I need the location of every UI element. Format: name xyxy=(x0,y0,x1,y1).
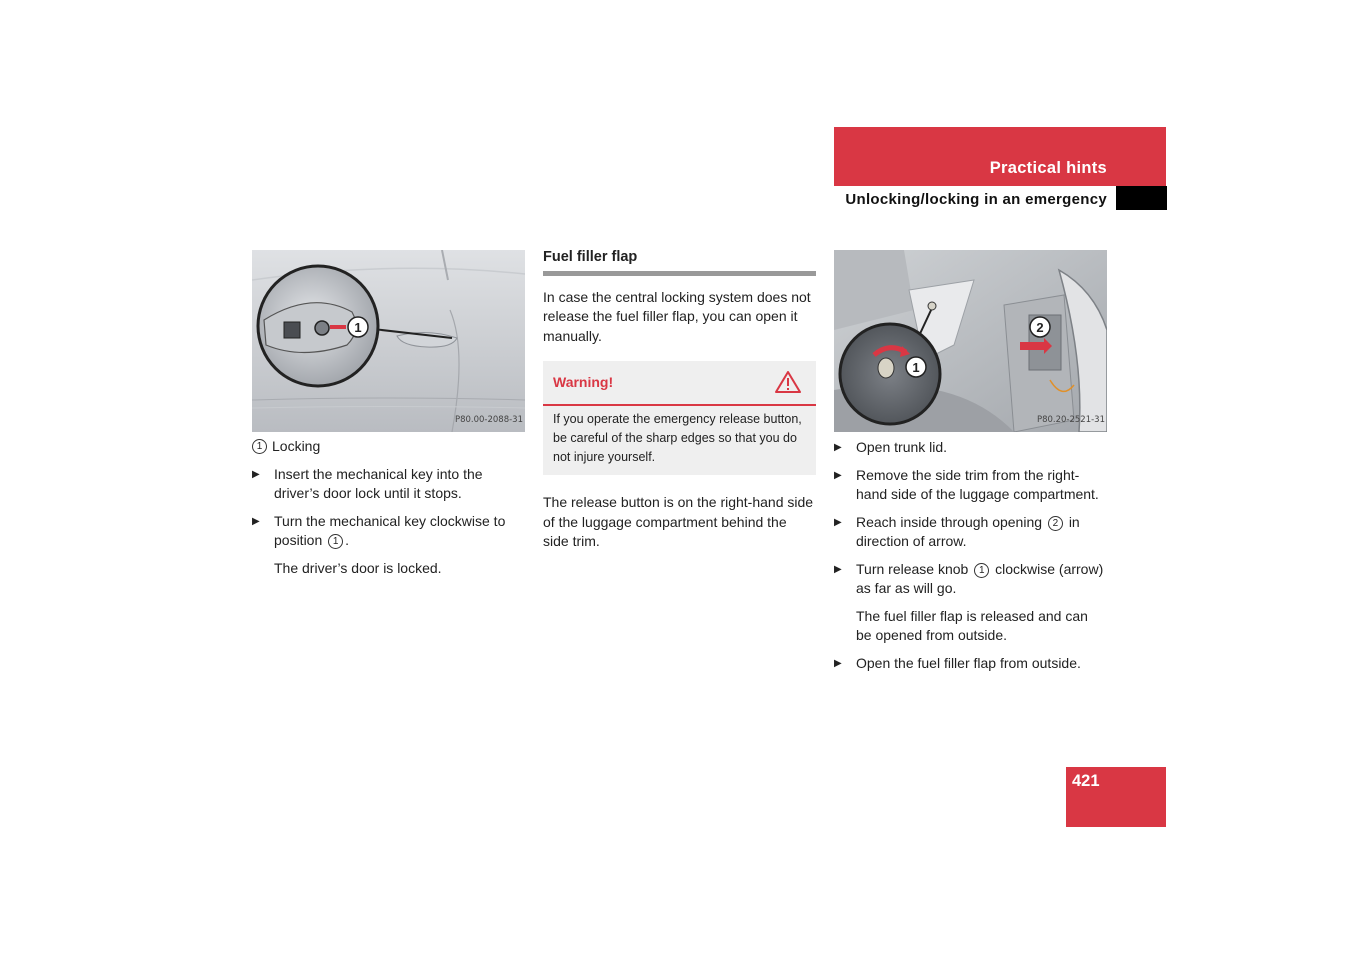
triangle-right-icon: ▶ xyxy=(834,657,842,669)
section-tab-marker xyxy=(1116,186,1167,210)
step-text-suffix: . xyxy=(345,532,350,548)
warning-triangle-icon xyxy=(774,370,802,394)
step-text: Remove the side trim from the right-hand side of the luggage compartment. xyxy=(856,466,1099,502)
triangle-right-icon: ▶ xyxy=(834,442,842,453)
door-lock-drawing xyxy=(252,250,525,432)
page-number-box xyxy=(1066,767,1166,827)
triangle-right-icon: ▶ xyxy=(834,563,842,575)
heading-rule xyxy=(543,271,816,276)
step-text: Turn release knob xyxy=(856,560,969,577)
triangle-right-icon: ▶ xyxy=(252,515,260,527)
caption-text: Locking xyxy=(272,438,321,454)
subsection-title: Unlocking/locking in an emergency xyxy=(845,191,1107,208)
step-text: Reach inside through opening xyxy=(856,513,1043,530)
triangle-right-icon: ▶ xyxy=(834,469,842,481)
page-number: 421 xyxy=(1072,772,1100,790)
left-column xyxy=(252,250,525,578)
step-item xyxy=(834,466,1107,505)
step-text: Open trunk lid. xyxy=(856,439,948,455)
step-text-suffix: in direction of arrow. xyxy=(856,513,1080,549)
step-text-suffix: clockwise (arrow) as far as will go. xyxy=(856,560,1104,596)
step-item xyxy=(252,465,525,504)
intro-paragraph: In case the central locking system does not release the fuel filler flap, you can open it manually. xyxy=(543,288,811,344)
triangle-right-icon: ▶ xyxy=(834,516,842,528)
door-lock-illustration xyxy=(252,250,525,432)
step-result: The driver’s door is locked. xyxy=(274,559,442,576)
section-title: Practical hints xyxy=(989,159,1107,177)
figure-caption xyxy=(252,437,525,457)
trunk-release-illustration xyxy=(834,250,1107,432)
figure-code: P80.20-2521-31 xyxy=(1036,414,1105,425)
caption-number: 1 xyxy=(252,439,267,454)
callout-1-label: 1 xyxy=(354,320,362,335)
step-result: The fuel filler flap is released and can be opened from outside. xyxy=(856,607,1088,643)
step-text: Insert the mechanical key into the driver’s door lock until it stops. xyxy=(274,465,483,501)
knob-number: 1 xyxy=(974,563,989,578)
figure-code: P80.00-2088-31 xyxy=(454,414,523,425)
warning-label: Warning! xyxy=(553,374,614,390)
warning-text: If you operate the emergency release button, be careful of the sharp edges so that you do not injure yourself. xyxy=(553,412,802,464)
step-item xyxy=(834,654,1107,674)
warning-header xyxy=(543,361,816,406)
subheading: Fuel filler flap xyxy=(543,249,638,265)
triangle-right-icon: ▶ xyxy=(252,468,260,480)
step-item xyxy=(252,512,525,551)
opening-number: 2 xyxy=(1048,516,1063,531)
step-item xyxy=(834,438,1107,458)
trunk-release-drawing xyxy=(834,250,1107,432)
callout-1-label: 1 xyxy=(912,360,920,375)
right-column xyxy=(834,250,1107,673)
step-item xyxy=(834,560,1107,599)
step-item xyxy=(834,513,1107,552)
position-number: 1 xyxy=(328,534,343,549)
callout-2-label: 2 xyxy=(1036,320,1044,335)
location-paragraph: The release button is on the right-hand side of the luggage compartment behind the side trim. xyxy=(543,494,814,549)
warning-box xyxy=(543,361,816,475)
step-text: Turn the mechanical key clockwise to position xyxy=(274,512,506,548)
step-text: Open the fuel filler flap from outside. xyxy=(856,654,1081,671)
middle-column xyxy=(543,250,816,552)
